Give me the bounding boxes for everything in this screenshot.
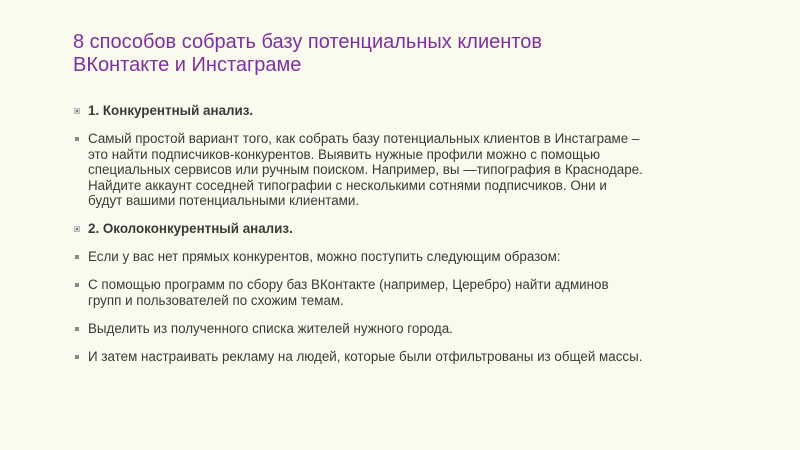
bullet-text: Если у вас нет прямых конкурентов, можно поступить следующим образом: xyxy=(88,249,561,264)
bullet-item-competitive-analysis xyxy=(74,103,746,119)
dot-bullet-icon xyxy=(75,283,79,287)
slide-title xyxy=(73,31,753,77)
dot-bullet-icon xyxy=(75,137,79,141)
dot-bullet-icon xyxy=(75,327,79,331)
bullet-text-line-2: групп и пользователей по схожим темам. xyxy=(88,292,344,308)
bullet-text-line-1: С помощью программ по сбору баз ВКонтакте (например, Церебро) найти админов xyxy=(88,277,609,292)
bullet-item-near-competitive-analysis xyxy=(74,221,746,237)
bullet-text-line-1: Самый простой вариант того, как собрать базу потенциальных клиентов в Инстаграме – xyxy=(88,131,640,146)
bullet-text: И затем настраивать рекламу на людей, которые были отфильтрованы из общей массы. xyxy=(88,348,643,364)
bullet-text: Выделить из полученного списка жителей нужного города. xyxy=(88,320,453,336)
bullet-item-no-direct-competitors xyxy=(74,249,746,265)
dot-bullet-icon xyxy=(75,255,79,259)
square-bullet-icon xyxy=(74,226,80,232)
bullet-list xyxy=(74,103,746,377)
bullet-text-line-3: специальных сервисов или ручным поиском. Например, вы —типография в Краснодаре. xyxy=(88,162,643,177)
bullet-text-line-2: это найти подписчиков-конкурентов. Выявить нужные профили можно с помощью xyxy=(88,146,601,162)
bullet-item-setup-ads xyxy=(74,349,746,365)
bullet-item-simple-variant xyxy=(74,131,746,209)
bullet-item-select-city-residents xyxy=(74,321,746,337)
square-bullet-icon xyxy=(74,108,80,114)
bullet-text: 2. Околоконкурентный анализ. xyxy=(88,221,293,236)
bullet-text-line-4: Найдите аккаунт соседней типографии с несколькими сотнями подписчиков. Они и xyxy=(88,177,607,193)
dot-bullet-icon xyxy=(75,355,79,359)
bullet-item-collection-programs xyxy=(74,277,746,308)
title-line-2: ВКонтакте и Инстаграме xyxy=(73,54,302,76)
bullet-text: 1. Конкурентный анализ. xyxy=(88,103,254,118)
bullet-text-line-5: будут вашими потенциальными клиентами. xyxy=(88,193,360,208)
title-line-1: 8 способов собрать базу потенциальных клиентов xyxy=(73,31,542,53)
